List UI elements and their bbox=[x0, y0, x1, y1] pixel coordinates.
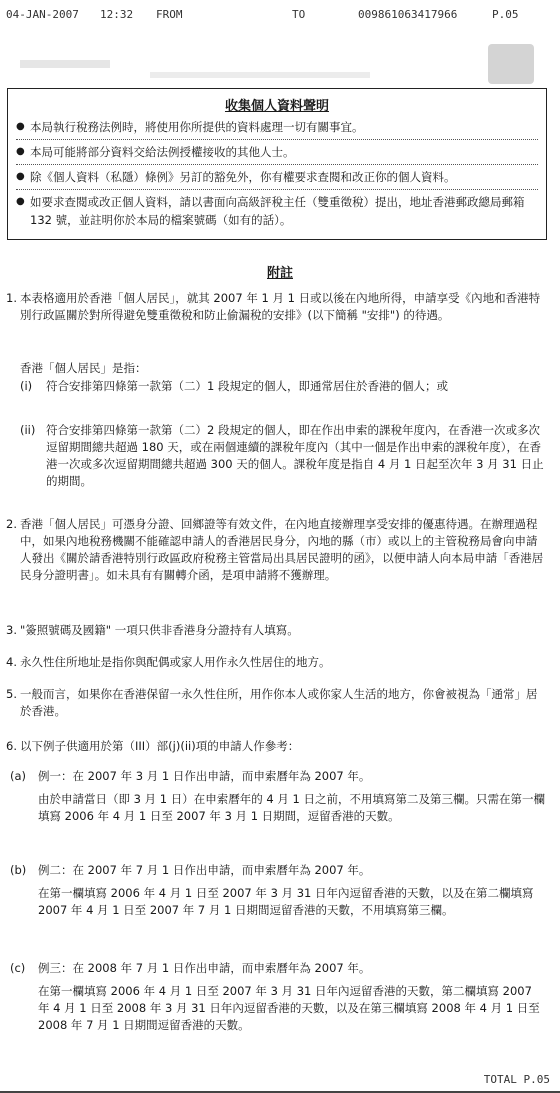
fax-header bbox=[6, 8, 550, 22]
bleed-through-mark bbox=[150, 72, 370, 78]
bleed-through-mark bbox=[20, 60, 110, 68]
item-text: 符合安排第四條第一款第（二）1 段規定的個人，即通常居住於香港的個人；或 bbox=[46, 379, 448, 393]
privacy-item: ● 本局可能將部分資料交給法例授權接收的其他人士。 bbox=[16, 143, 538, 161]
note-number: 3. bbox=[6, 623, 17, 637]
note-number: 2. bbox=[6, 517, 17, 531]
note-3 bbox=[6, 622, 546, 639]
privacy-item: ● 本局執行稅務法例時，將使用你所提供的資料處理一切有關事宜。 bbox=[16, 118, 538, 136]
note-text: 永久性住所地址是指你與配偶或家人用作永久性居住的地方。 bbox=[20, 655, 331, 669]
note-text: 以下例子供適用於第（III）部(j)(ii)項的申請人作參考： bbox=[20, 739, 300, 753]
note-1-intro: 香港「個人居民」是指： bbox=[20, 361, 147, 375]
note-1 bbox=[6, 290, 546, 324]
example-c bbox=[10, 960, 546, 1034]
divider bbox=[16, 164, 538, 165]
fax-number: 009861063417966 bbox=[358, 8, 458, 21]
note-text: 本表格適用於香港「個人居民」，就其 2007 年 1 月 1 日或以後在內地所得，申請享受《內地和香港特別行政區關於對所得避免雙重徵稅和防止偷漏稅的安排》(以下簡稱 "安排") 的待遇。 bbox=[20, 291, 541, 322]
note-5 bbox=[6, 686, 546, 720]
note-4 bbox=[6, 654, 546, 671]
example-heading: 例三：在 2008 年 7 月 1 日作出申請，而申索曆年為 2007 年。 bbox=[38, 961, 371, 975]
example-label: (c) bbox=[10, 961, 26, 975]
note-number: 1. bbox=[6, 291, 17, 305]
note-text: 一般而言，如果你在香港保留一永久性住所，用作你本人或你家人生活的地方，你會被視為「通常」居於香港。 bbox=[20, 687, 538, 718]
example-heading: 例一：在 2007 年 3 月 1 日作出申請，而申索曆年為 2007 年。 bbox=[38, 769, 371, 783]
fax-time: 12:32 bbox=[100, 8, 134, 21]
example-label: (a) bbox=[10, 769, 27, 783]
privacy-item: ● 除《個人資料（私隱）條例》另訂的豁免外，你有權要求查閱和改正你的個人資料。 bbox=[16, 168, 538, 186]
fax-from-label: FROM bbox=[156, 8, 183, 21]
fax-page: P.05 bbox=[492, 8, 519, 21]
note-1-i bbox=[20, 378, 546, 395]
note-text: "簽照號碼及國籍" 一項只供非香港身分證持有人填寫。 bbox=[20, 623, 299, 637]
notes-title: 附註 bbox=[266, 266, 293, 281]
privacy-item: ● 如要求查閱或改正個人資料，請以書面向高級評稅主任（雙重徵稅）提出，地址香港郵政總局郵箱 132 號，並註明你於本局的檔案號碼（如有的話）。 bbox=[16, 193, 538, 229]
note-number: 5. bbox=[6, 687, 17, 701]
example-heading: 例二：在 2007 年 7 月 1 日作出申請，而申索曆年為 2007 年。 bbox=[38, 863, 371, 877]
note-1-ii bbox=[20, 422, 546, 490]
fax-date: 04-JAN-2007 bbox=[6, 8, 79, 21]
bleed-through-emblem bbox=[488, 44, 534, 84]
example-b bbox=[10, 862, 546, 919]
item-text: 符合安排第四條第一款第（二）2 段規定的個人，即在作出申索的課稅年度內，在香港一次或多次逗留期間總共超過 180 天，或在兩個連續的課稅年度內（其中一個是作出申索的課稅年度），在香港一次或多次逗留期間總共超過 300 天的個人。課稅年度是指自 4 月 1 日起至次年 3 月 31 日止的期間。 bbox=[46, 423, 544, 488]
item-label: (i) bbox=[20, 379, 33, 393]
divider bbox=[16, 189, 538, 190]
privacy-title: 收集個人資料聲明 bbox=[224, 99, 329, 114]
note-6 bbox=[6, 738, 546, 755]
example-body: 在第一欄填寫 2006 年 4 月 1 日至 2007 年 3 月 31 日年內逗留香港的天數，以及在第二欄填寫 2007 年 4 月 1 日至 2007 年 7 月 1 日期間逗留香港的天數，不用填寫第三欄。 bbox=[38, 886, 534, 917]
divider bbox=[16, 139, 538, 140]
fax-total-pages: TOTAL P.05 bbox=[483, 1073, 550, 1086]
note-number: 6. bbox=[6, 739, 17, 753]
privacy-statement-box bbox=[7, 88, 547, 240]
fax-to-label: TO bbox=[292, 8, 306, 21]
note-2 bbox=[6, 516, 546, 584]
note-number: 4. bbox=[6, 655, 17, 669]
example-body: 在第一欄填寫 2006 年 4 月 1 日至 2007 年 3 月 31 日年內逗留香港的天數，第二欄填寫 2007 年 4 月 1 日至 2008 年 3 月 31 日年內逗留香港的天數，以及在第三欄填寫 2008 年 4 月 1 日至 2008 年 7 月 1 日期間逗留香港的天數。 bbox=[38, 984, 540, 1032]
example-a bbox=[10, 768, 546, 825]
example-label: (b) bbox=[10, 863, 27, 877]
example-body: 由於申請當日（即 3 月 1 日）在申索曆年的 4 月 1 日之前，不用填寫第二及第三欄。只需在第一欄填寫 2006 年 4 月 1 日至 2007 年 3 月 1 日期間，逗留香港的天數。 bbox=[38, 792, 546, 823]
item-label: (ii) bbox=[20, 423, 36, 437]
note-text: 香港「個人居民」可憑身分證、回鄉證等有效文件，在內地直接辦理享受安排的優惠待遇。在辦理過程中，如果內地稅務機關不能確認申請人的香港居民身分，內地的縣（市）或以上的主管稅務局會向申請人發出《關於請香港特別行政區政府稅務主管當局出具居民證明的函》，以便申請人向本局申請「香港居民身分證明書」。如未具有有關轉介函，是項申請將不獲辦理。 bbox=[20, 517, 544, 582]
